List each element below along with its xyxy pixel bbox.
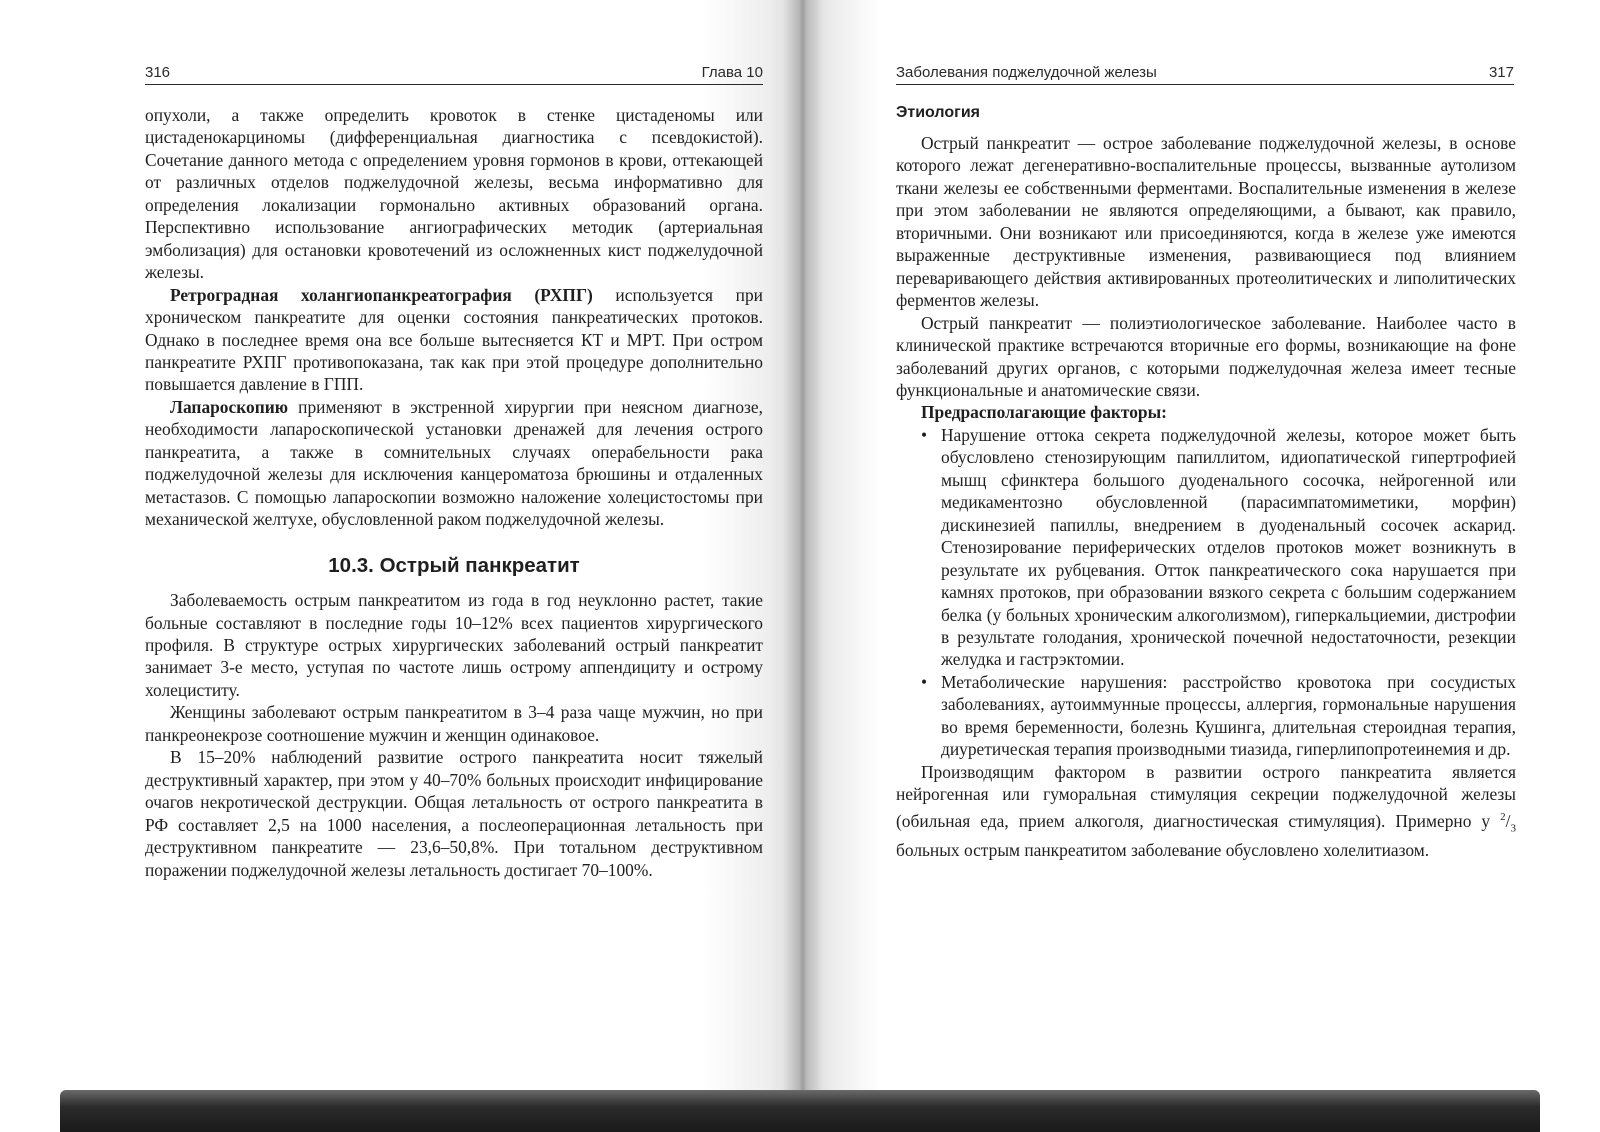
subsection-title: Этиология: [896, 104, 980, 121]
paragraph: Лапароскопию применяют в экстренной хирургии при неясном диагнозе, необходимости лапароскопической установки дренажей для лечения острого панкреатита, а также в сомнительных случаях операбельности рака поджелудочной железы для исключения канцероматоза брюшины и отдаленных метастазов. С помощью лапароскопии возможно наложение холецистостомы при механической желтухе, обусловленной раком поджелудочной железы.: [145, 396, 763, 530]
bullet-icon: •: [921, 424, 928, 445]
paragraph: Женщины заболевают острым панкреатитом в 3–4 раза чаще мужчин, но при панкреонекрозе соотношение мужчин и женщин одинаковое.: [145, 702, 763, 745]
left-running-head: Глава 10: [701, 64, 763, 81]
book-gutter: [783, 0, 823, 1100]
left-page-body: [145, 104, 763, 881]
right-running-head: Заболевания поджелудочной железы: [896, 64, 1157, 81]
term-rhpg: Ретроградная холангиопанкреатография (РХПГ): [170, 284, 593, 305]
fraction-denominator: 3: [1510, 821, 1516, 834]
paragraph: В 15–20% наблюдений развитие острого панкреатита носит тяжелый деструктивный характер, при этом у 40–70% больных происходит инфицирование очагов некротической деструкции. Общая летальность от острого панкреатита в РФ составляет 2,5 на 1000 населения, а послеоперационная летальность при деструктивном панкреатите — 23,6–50,8%. При тотальном деструктивном поражении поджелудочной железы летальность достигает 70–100%.: [145, 747, 763, 880]
scanner-edge-shadow: [60, 1090, 1540, 1132]
paragraph: Заболеваемость острым панкреатитом из года в год неуклонно растет, такие больные составляют в последние годы 10–12% всех пациентов хирургического профиля. В структуре острых хирургических заболеваний острый панкреатит занимает 3-е место, уступая по частоте лишь острому аппендициту и острому холециститу.: [145, 590, 763, 700]
section-title: 10.3. Острый панкреатит: [328, 553, 580, 577]
paragraph: Острый панкреатит — полиэтиологическое заболевание. Наиболее часто в клинической практике встречаются вторичные его формы, возникающие на фоне заболеваний других органов, с которыми поджелудочная железа имеет тесные функциональные и анатомические связи.: [896, 312, 1516, 400]
right-running-header: [896, 60, 1514, 85]
paragraph: Производящим фактором в развитии острого панкреатита является нейрогенная или гуморальная стимуляция секреции поджелудочной железы (обильная еда, прием алкоголя, диагностическая стимуляция). Примерно у $^2/_3$ больных острым панкреатитом заболевание обусловлено холелитиазом.: [896, 761, 1516, 861]
paragraph: Ретроградная холангиопанкреатография (РХПГ) используется при хроническом панкреатите для оценки состояния панкреатических протоков. Однако в последнее время она все больше вытесняется КТ и МРТ. При остром панкреатите РХПГ противопоказана, так как при этой процедуре дополнительно повышается давление в ГПП.: [145, 284, 763, 395]
term-laparoscopy: Лапароскопию: [170, 396, 289, 417]
factors-list: [896, 424, 1516, 761]
right-page-number: 317: [1488, 64, 1514, 81]
paragraph: опухоли, а также определить кровоток в стенке цистаденомы или цистаденокарциномы (дифференциальная диагностика с псевдокистой). Сочетание данного метода с определением уровня гормонов в крови, оттекающей от различных отделов поджелудочной железы, весьма информативно для определения локализации гормонально активных образований органа. Перспективно использование ангиографических методик (артериальная эмболизация) для остановки кровотечений из осложненных кист поджелудочной железы.: [145, 105, 763, 283]
list-item: • Метаболические нарушения: расстройство кровотока при сосудистых заболеваниях, аутоиммунные процессы, аллергия, гормональные нарушения во время беременности, болезнь Кушинга, длительная стероидная терапия, диуретическая терапия производными тиазида, гиперлипопротеинемия и др.: [921, 671, 1516, 760]
list-item: • Нарушение оттока секрета поджелудочной железы, которое может быть обусловлено стенозирующим папиллитом, идиопатической гипертрофией мышц сфинктера большого дуоденального сосочка, нейрогенной или медикаментозно обусловленной (парасимпатомиметики, морфин) дискинезией папиллы, внедрением в дуоденальный сосочек аскарид. Стенозирование периферических отделов протоков может возникнуть в результате их рубцевания. Отток панкреатического сока нарушается при камнях протоков, при образовании вязкого секрета с большим содержанием белка (у больных хроническим алкоголизмом), гиперкальциемии, дистрофии в результате голодания, хронической почечной недостаточности, резекции желудка и гастрэктомии.: [921, 424, 1516, 670]
right-page-body: [896, 132, 1516, 862]
left-page-number: 316: [145, 64, 171, 81]
paragraph: Острый панкреатит — острое заболевание поджелудочной железы, в основе которого лежат дегенеративно-воспалительные процессы, вызванные аутолизом ткани железы ее собственными ферментами. Воспалительные изменения в железе при этом заболевании не являются определяющими, а бывают, как правило, вторичными. Они возникают или присоединяются, когда в железе уже имеются выраженные деструктивные изменения, развивающиеся под влиянием переваривающего действия активированных протеолитических и липолитических ферментов железы.: [896, 133, 1516, 311]
factors-title: Предрасполагающие факторы:: [921, 402, 1167, 423]
bullet-icon: •: [921, 671, 928, 692]
fraction-numerator: 2: [1500, 810, 1506, 823]
left-running-header: [145, 60, 763, 85]
